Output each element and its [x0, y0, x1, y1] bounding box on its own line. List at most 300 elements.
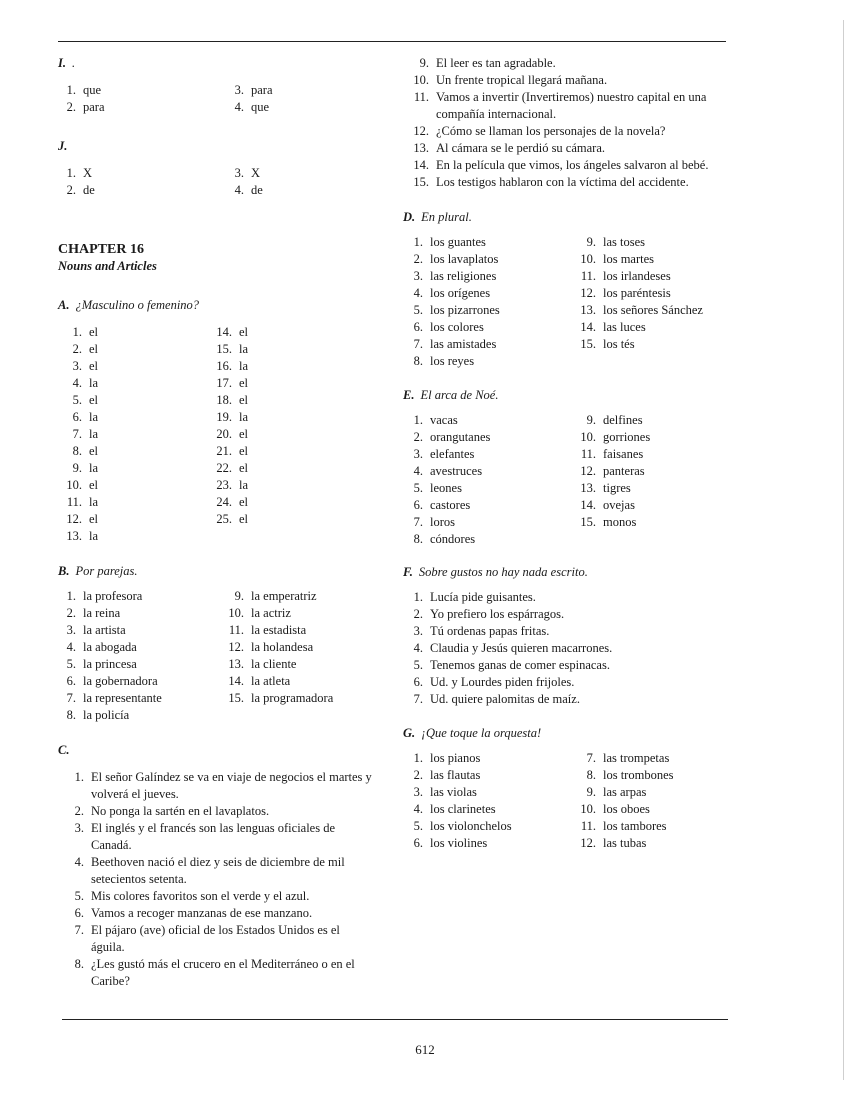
item-text: En la película que vimos, los ángeles salvaron al bebé.: [436, 158, 709, 172]
item-number: 14.: [228, 674, 244, 688]
list-item: [226, 656, 394, 673]
item-number: 11.: [413, 90, 429, 104]
section-f-list: [403, 589, 743, 708]
item-number: 7.: [413, 515, 423, 529]
item-text: la: [89, 461, 99, 475]
list-item: [58, 511, 208, 528]
item-text: el: [239, 444, 249, 458]
item-number: 8.: [72, 444, 82, 458]
item-text: la: [89, 410, 99, 424]
item-text: la: [239, 359, 249, 373]
item-number: 7.: [72, 427, 82, 441]
section-g-list: [403, 750, 743, 852]
list-item: [208, 494, 358, 511]
list-item: [208, 426, 358, 443]
section-j-list: [58, 165, 378, 199]
item-text: el: [89, 478, 99, 492]
item-number: 3.: [234, 83, 244, 97]
item-text: Los testigos hablaron con la víctima del accidente.: [436, 175, 689, 189]
item-number: 8.: [586, 768, 596, 782]
list-item: [208, 443, 358, 460]
item-text: Yo prefiero los espárragos.: [430, 607, 565, 621]
list-item: [58, 656, 226, 673]
item-text: el: [239, 325, 249, 339]
item-number: 13.: [580, 481, 596, 495]
item-text: cóndores: [430, 532, 476, 546]
item-text: No ponga la sartén en el lavaplatos.: [91, 804, 270, 818]
item-text: El leer es tan agradable.: [436, 56, 556, 70]
list-item: [58, 769, 376, 803]
list-item: [403, 514, 576, 531]
item-text: Claudia y Jesús quieren macarrones.: [430, 641, 613, 655]
item-number: 8.: [66, 708, 76, 722]
item-text: el: [89, 512, 99, 526]
list-item: [226, 639, 394, 656]
item-number: 3.: [234, 166, 244, 180]
section-a-list: [58, 324, 378, 545]
item-text: los tés: [603, 337, 635, 351]
item-text: los clarinetes: [430, 802, 496, 816]
item-text: de: [83, 183, 95, 197]
item-text: para: [251, 83, 273, 97]
item-text: los guantes: [430, 235, 486, 249]
item-number: 13.: [413, 141, 429, 155]
item-number: 14.: [580, 320, 596, 334]
item-text: la: [239, 410, 249, 424]
item-text: las religiones: [430, 269, 497, 283]
item-number: 15.: [580, 337, 596, 351]
list-item: [58, 99, 226, 116]
item-text: El señor Galíndez se va en viaje de negocios el martes y volverá el jueves.: [91, 770, 372, 801]
item-number: 13.: [228, 657, 244, 671]
list-item: [403, 657, 721, 674]
item-number: 4.: [74, 855, 84, 869]
list-item: [58, 905, 376, 922]
item-text: las amistades: [430, 337, 497, 351]
list-item: [58, 639, 226, 656]
item-number: 10.: [580, 252, 596, 266]
item-text: el: [239, 512, 249, 526]
item-number: 23.: [216, 478, 232, 492]
item-number: 20.: [216, 427, 232, 441]
list-item: [58, 324, 208, 341]
item-number: 5.: [413, 658, 423, 672]
section-c-continued-list: [403, 55, 743, 191]
item-text: orangutanes: [430, 430, 491, 444]
list-item: [58, 605, 226, 622]
item-number: 11.: [580, 819, 596, 833]
item-text: los orígenes: [430, 286, 491, 300]
section-d-heading: [403, 209, 743, 226]
item-number: 3.: [413, 624, 423, 638]
item-text: la holandesa: [251, 640, 314, 654]
item-number: 3.: [74, 821, 84, 835]
item-number: 22.: [216, 461, 232, 475]
item-text: el: [239, 427, 249, 441]
item-text: Tú ordenas papas fritas.: [430, 624, 550, 638]
section-c-letter: C.: [58, 743, 70, 757]
list-item: [226, 605, 394, 622]
item-text: las arpas: [603, 785, 647, 799]
section-e-letter: E.: [403, 388, 415, 402]
item-text: vacas: [430, 413, 458, 427]
list-item: [576, 412, 749, 429]
list-item: [576, 268, 749, 285]
list-item: [58, 888, 376, 905]
item-text: los irlandeses: [603, 269, 671, 283]
list-item: [208, 375, 358, 392]
list-item: [403, 497, 576, 514]
item-number: 10.: [413, 73, 429, 87]
item-number: 21.: [216, 444, 232, 458]
item-number: 10.: [228, 606, 244, 620]
item-number: 9.: [586, 413, 596, 427]
item-text: la policía: [83, 708, 130, 722]
list-item: [226, 622, 394, 639]
section-f-letter: F.: [403, 565, 413, 579]
item-number: 19.: [216, 410, 232, 424]
item-text: la representante: [83, 691, 162, 705]
list-item: [403, 157, 721, 174]
item-number: 6.: [413, 836, 423, 850]
section-i-suffix: .: [72, 56, 76, 70]
list-item: [403, 606, 721, 623]
item-text: Beethoven nació el diez y seis de diciembre de mil setecientos setenta.: [91, 855, 345, 886]
item-text: la profesora: [83, 589, 143, 603]
list-item: [403, 691, 721, 708]
item-number: 14.: [580, 498, 596, 512]
item-number: 2.: [66, 100, 76, 114]
item-number: 12.: [580, 286, 596, 300]
item-text: el: [89, 325, 99, 339]
item-number: 2.: [413, 607, 423, 621]
section-f-title: Sobre gustos no hay nada escrito.: [418, 565, 588, 579]
section-d-list: [403, 234, 743, 370]
item-number: 3.: [72, 359, 82, 373]
item-text: loros: [430, 515, 455, 529]
list-item: [576, 234, 749, 251]
list-item: [226, 99, 394, 116]
item-text: las toses: [603, 235, 646, 249]
list-item: [58, 82, 226, 99]
item-text: delfines: [603, 413, 643, 427]
item-number: 25.: [216, 512, 232, 526]
item-number: 11.: [580, 447, 596, 461]
chapter-heading: [58, 241, 378, 275]
list-item: [576, 835, 749, 852]
list-item: [576, 497, 749, 514]
item-number: 8.: [413, 532, 423, 546]
item-text: El inglés y el francés son las lenguas oficiales de Canadá.: [91, 821, 336, 852]
item-number: 4.: [66, 640, 76, 654]
right-column: [403, 55, 743, 852]
item-number: 18.: [216, 393, 232, 407]
item-number: 1.: [66, 166, 76, 180]
section-b-heading: [58, 563, 378, 580]
list-item: [58, 182, 226, 199]
list-item: [58, 409, 208, 426]
section-c-continued: [403, 55, 743, 191]
item-number: 5.: [413, 481, 423, 495]
item-text: el: [89, 393, 99, 407]
item-number: 16.: [216, 359, 232, 373]
list-item: [576, 251, 749, 268]
section-c: [58, 742, 378, 990]
section-j-heading: [58, 138, 378, 155]
section-b-title: Por parejas.: [75, 564, 138, 578]
item-number: 6.: [72, 410, 82, 424]
item-text: la princesa: [83, 657, 137, 671]
item-number: 6.: [413, 675, 423, 689]
item-text: el: [239, 461, 249, 475]
item-number: 4.: [413, 641, 423, 655]
item-number: 11.: [228, 623, 244, 637]
list-item: [58, 528, 208, 545]
item-number: 9.: [72, 461, 82, 475]
item-number: 7.: [586, 751, 596, 765]
item-number: 4.: [234, 183, 244, 197]
list-item: [58, 375, 208, 392]
item-text: el: [89, 342, 99, 356]
section-d-title: En plural.: [421, 210, 472, 224]
item-text: ¿Les gustó más el crucero en el Mediterráneo o en el Caribe?: [91, 957, 355, 988]
list-item: [576, 480, 749, 497]
item-number: 12.: [66, 512, 82, 526]
page-edge: [843, 20, 844, 1080]
item-text: los lavaplatos: [430, 252, 499, 266]
item-number: 12.: [413, 124, 429, 138]
section-d: [403, 209, 743, 370]
item-text: Vamos a invertir (Invertiremos) nuestro capital en una compañía internacional.: [436, 90, 707, 121]
list-item: [58, 341, 208, 358]
list-item: [58, 460, 208, 477]
item-text: los tambores: [603, 819, 667, 833]
item-number: 14.: [216, 325, 232, 339]
item-number: 1.: [413, 235, 423, 249]
item-number: 15.: [228, 691, 244, 705]
list-item: [403, 319, 576, 336]
list-item: [576, 818, 749, 835]
item-number: 2.: [74, 804, 84, 818]
item-number: 5.: [413, 303, 423, 317]
list-item: [576, 285, 749, 302]
list-item: [58, 426, 208, 443]
list-item: [576, 514, 749, 531]
list-item: [576, 336, 749, 353]
item-number: 4.: [234, 100, 244, 114]
list-item: [576, 801, 749, 818]
list-item: [403, 89, 721, 123]
item-text: la: [89, 529, 99, 543]
section-f-heading: [403, 564, 743, 581]
list-item: [576, 463, 749, 480]
list-item: [58, 494, 208, 511]
item-number: 9.: [234, 589, 244, 603]
list-item: [208, 324, 358, 341]
item-text: la gobernadora: [83, 674, 158, 688]
section-e-list: [403, 412, 743, 548]
item-number: 3.: [66, 623, 76, 637]
item-text: Un frente tropical llegará mañana.: [436, 73, 608, 87]
item-number: 1.: [74, 770, 84, 784]
list-item: [403, 531, 576, 548]
item-text: elefantes: [430, 447, 475, 461]
item-text: las trompetas: [603, 751, 670, 765]
item-text: Al cámara se le perdió su cámara.: [436, 141, 606, 155]
section-i-heading: [58, 55, 378, 72]
item-number: 2.: [72, 342, 82, 356]
item-number: 4.: [413, 802, 423, 816]
item-text: que: [251, 100, 270, 114]
list-item: [576, 446, 749, 463]
list-item: [208, 511, 358, 528]
item-text: tigres: [603, 481, 631, 495]
item-number: 10.: [580, 802, 596, 816]
list-item: [208, 477, 358, 494]
item-text: El pájaro (ave) oficial de los Estados Unidos es el águila.: [91, 923, 340, 954]
list-item: [403, 589, 721, 606]
item-number: 10.: [580, 430, 596, 444]
list-item: [403, 353, 576, 370]
section-j-letter: J.: [58, 139, 68, 153]
section-d-letter: D.: [403, 210, 416, 224]
list-item: [403, 623, 721, 640]
item-text: avestruces: [430, 464, 483, 478]
section-j: [58, 138, 378, 199]
list-item: [403, 674, 721, 691]
item-number: 5.: [66, 657, 76, 671]
item-number: 11.: [66, 495, 82, 509]
list-item: [226, 588, 394, 605]
item-number: 1.: [66, 589, 76, 603]
list-item: [208, 392, 358, 409]
item-number: 1.: [66, 83, 76, 97]
list-item: [208, 358, 358, 375]
item-text: Ud. y Lourdes piden frijoles.: [430, 675, 575, 689]
item-number: 9.: [586, 235, 596, 249]
item-text: la: [89, 376, 99, 390]
item-text: la actriz: [251, 606, 291, 620]
item-number: 12.: [580, 464, 596, 478]
item-text: X: [83, 166, 93, 180]
list-item: [58, 690, 226, 707]
list-item: [226, 690, 394, 707]
list-item: [576, 429, 749, 446]
list-item: [58, 443, 208, 460]
item-text: ovejas: [603, 498, 635, 512]
item-text: el: [239, 495, 249, 509]
section-b: [58, 563, 378, 724]
list-item: [58, 854, 376, 888]
item-number: 4.: [413, 286, 423, 300]
item-text: los colores: [430, 320, 484, 334]
item-text: los pizarrones: [430, 303, 500, 317]
item-number: 2.: [413, 430, 423, 444]
list-item: [403, 55, 721, 72]
item-text: castores: [430, 498, 471, 512]
list-item: [208, 409, 358, 426]
list-item: [58, 820, 376, 854]
item-number: 14.: [413, 158, 429, 172]
item-text: los martes: [603, 252, 655, 266]
list-item: [403, 174, 721, 191]
section-b-letter: B.: [58, 564, 70, 578]
list-item: [576, 750, 749, 767]
section-e-heading: [403, 387, 743, 404]
section-a-title: ¿Masculino o femenino?: [75, 298, 200, 312]
list-item: [576, 784, 749, 801]
list-item: [58, 358, 208, 375]
list-item: [403, 140, 721, 157]
chapter-subtitle: Nouns and Articles: [58, 259, 157, 273]
item-text: para: [83, 100, 105, 114]
item-text: Mis colores favoritos son el verde y el azul.: [91, 889, 310, 903]
item-number: 5.: [72, 393, 82, 407]
item-text: la estadista: [251, 623, 307, 637]
item-text: los señores Sánchez: [603, 303, 703, 317]
list-item: [58, 707, 226, 724]
item-number: 3.: [413, 447, 423, 461]
item-text: la atleta: [251, 674, 291, 688]
item-text: la reina: [83, 606, 121, 620]
item-text: monos: [603, 515, 637, 529]
item-text: los paréntesis: [603, 286, 671, 300]
item-number: 24.: [216, 495, 232, 509]
list-item: [576, 767, 749, 784]
item-text: la artista: [83, 623, 126, 637]
section-g-heading: [403, 725, 743, 742]
item-number: 7.: [413, 692, 423, 706]
list-item: [58, 622, 226, 639]
item-number: 6.: [74, 906, 84, 920]
list-item: [403, 640, 721, 657]
item-number: 4.: [413, 464, 423, 478]
item-text: la emperatriz: [251, 589, 317, 603]
item-text: los oboes: [603, 802, 650, 816]
item-number: 4.: [72, 376, 82, 390]
list-item: [58, 477, 208, 494]
section-c-list: [58, 769, 378, 990]
item-text: la programadora: [251, 691, 334, 705]
item-number: 15.: [413, 175, 429, 189]
chapter-title: CHAPTER 16: [58, 242, 144, 257]
item-text: ¿Cómo se llaman los personajes de la novela?: [436, 124, 666, 138]
item-number: 3.: [413, 785, 423, 799]
item-text: los trombones: [603, 768, 674, 782]
item-number: 8.: [413, 354, 423, 368]
item-text: las tubas: [603, 836, 647, 850]
section-g-letter: G.: [403, 726, 416, 740]
list-item: [58, 165, 226, 182]
list-item: [403, 463, 576, 480]
item-text: la abogada: [83, 640, 137, 654]
list-item: [403, 251, 576, 268]
list-item: [403, 72, 721, 89]
item-text: los violonchelos: [430, 819, 512, 833]
item-text: la cliente: [251, 657, 297, 671]
item-number: 15.: [580, 515, 596, 529]
list-item: [403, 835, 576, 852]
list-item: [403, 429, 576, 446]
section-i-letter: I.: [58, 56, 66, 70]
item-text: los pianos: [430, 751, 481, 765]
bottom-rule: [62, 1019, 728, 1020]
section-i-list: [58, 82, 378, 116]
item-number: 7.: [66, 691, 76, 705]
item-text: gorriones: [603, 430, 651, 444]
item-text: leones: [430, 481, 462, 495]
list-item: [403, 750, 576, 767]
